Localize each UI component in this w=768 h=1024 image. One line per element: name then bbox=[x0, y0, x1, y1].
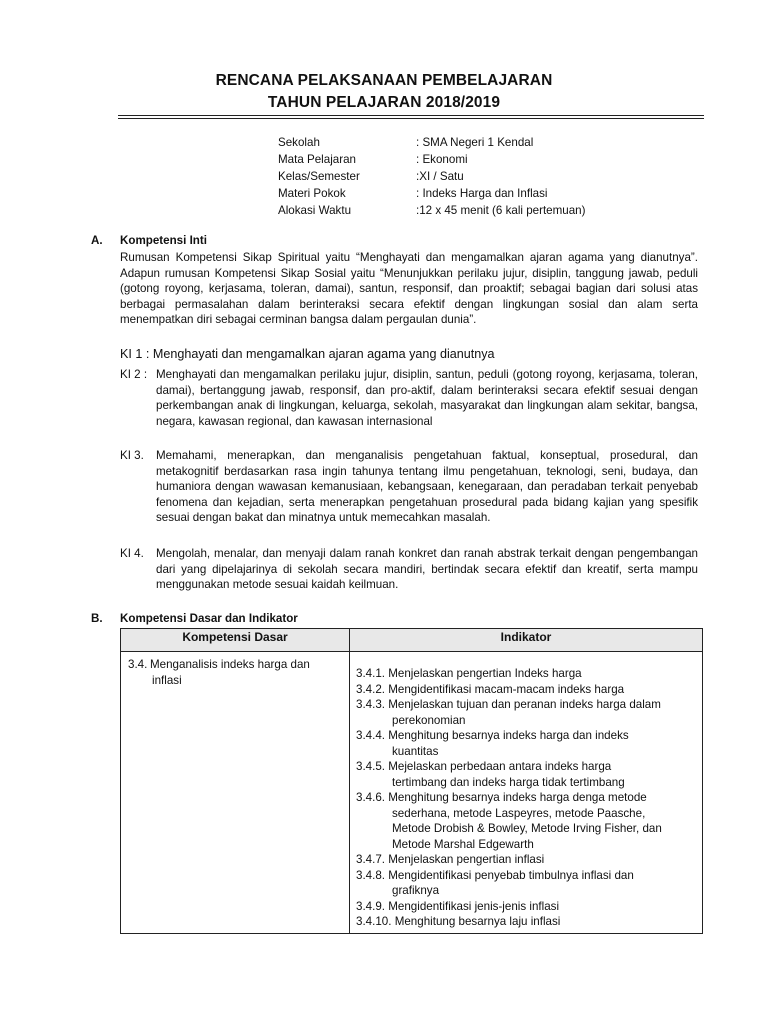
indicator-number: 3.4.9. bbox=[356, 899, 386, 913]
list-item bbox=[356, 914, 699, 930]
ki-4 bbox=[120, 546, 698, 593]
info-value: :XI / Satu bbox=[416, 170, 464, 183]
indicator-number: 3.4.4. bbox=[356, 729, 386, 742]
ki-code: KI 3. bbox=[120, 449, 144, 462]
info-label: Sekolah bbox=[278, 136, 320, 149]
table-row bbox=[121, 652, 703, 934]
indicator-number: 3.4.5. bbox=[356, 760, 386, 773]
indicator-number: 3.4.6. bbox=[356, 791, 386, 804]
indicator-number: 3.4.10. bbox=[356, 915, 392, 928]
info-row bbox=[278, 202, 585, 219]
kd-text: Menganalisis indeks harga dan bbox=[150, 658, 310, 671]
info-row bbox=[278, 185, 585, 202]
indicator-text: Menjelaskan pengertian inflasi bbox=[388, 853, 545, 866]
section-a-title: Kompetensi Inti bbox=[120, 234, 207, 247]
indicator-text-continued: sederhana, metode Laspeyres, metode Paasche, bbox=[392, 806, 646, 820]
ki-3 bbox=[120, 448, 698, 526]
academic-year-title: TAHUN PELAJARAN 2018/2019 bbox=[267, 94, 501, 111]
indicator-list bbox=[351, 653, 701, 932]
info-row bbox=[278, 134, 585, 151]
ki-1: KI 1 : Menghayati dan mengamalkan ajaran agama yang dianutnya bbox=[120, 347, 495, 361]
indicator-number: 3.4.8. bbox=[356, 868, 386, 882]
kd-cell bbox=[121, 652, 350, 934]
list-item bbox=[356, 682, 699, 698]
indicator-number: 3.4.1. bbox=[356, 667, 386, 680]
ki-2 bbox=[120, 367, 698, 429]
info-value: : Ekonomi bbox=[416, 153, 468, 166]
indicator-number: 3.4.2. bbox=[356, 682, 386, 696]
ki-text: Mengolah, menalar, dan menyaji dalam ranah konkret dan ranah abstrak terkait dengan pengembangan dari yang dipelajarinya di sekolah secara mandiri, bertindak secara efektif dan kreatif, serta mampu menggunakan metode sesuai kaidah keilmuan. bbox=[156, 547, 698, 591]
list-item bbox=[356, 666, 699, 682]
ki-text: Memahami, menerapkan, dan menganalisis pengetahuan faktual, konseptual, prosedural, dan metakognitif berdasarkan rasa ingin tahunya tentang ilmu pengetahuan, teknologi, seni, budaya, dan humaniora dengan wawasan kemanusiaan, kebangsaan, kenegaraan, dan peradaban terkait penyebab fenomena dan kejadian, serta menerapkan pengetahuan prosedural pada bidang kajian yang spesifik sesuai dengan bakat dan minatnya untuk memecahkan masalah. bbox=[156, 449, 698, 524]
info-row bbox=[278, 151, 585, 168]
indicator-number: 3.4.7. bbox=[356, 853, 386, 866]
list-item bbox=[356, 759, 699, 790]
indicator-number: 3.4.3. bbox=[356, 698, 386, 711]
list-item bbox=[356, 790, 699, 852]
indicator-text: Mejelaskan perbedaan antara indeks harga bbox=[388, 760, 612, 773]
section-b-letter: B. bbox=[91, 612, 103, 625]
indicator-text: Menghitung besarnya indeks harga denga metode bbox=[388, 791, 647, 804]
section-b-title: Kompetensi Dasar dan Indikator bbox=[120, 612, 298, 625]
info-label: Alokasi Waktu bbox=[278, 204, 352, 217]
info-value: :12 x 45 menit (6 kali pertemuan) bbox=[416, 204, 586, 217]
document-title: RENCANA PELAKSANAAN PEMBELAJARAN bbox=[215, 72, 553, 89]
list-item bbox=[356, 728, 699, 759]
table-header-row bbox=[121, 629, 703, 652]
info-label: Kelas/Semester bbox=[278, 170, 360, 183]
indicator-cell bbox=[350, 652, 703, 934]
indicator-text-continued: Metode Marshal Edgewarth bbox=[392, 837, 534, 851]
kd-number: 3.4. bbox=[128, 658, 148, 671]
indicator-text: Mengidentifikasi penyebab timbulnya inflasi dan bbox=[388, 868, 634, 882]
indicator-text: Menghitung besarnya laju inflasi bbox=[394, 915, 561, 928]
kd-indicator-table bbox=[120, 628, 703, 934]
identity-block bbox=[278, 134, 585, 219]
list-item bbox=[356, 899, 699, 915]
list-item bbox=[356, 697, 699, 728]
info-row bbox=[278, 168, 585, 185]
section-a-letter: A. bbox=[91, 234, 103, 247]
indicator-text-continued: perekonomian bbox=[392, 713, 466, 727]
indicator-text: Menghitung besarnya indeks harga dan indeks bbox=[388, 729, 629, 742]
info-label: Mata Pelajaran bbox=[278, 153, 356, 166]
title-divider-top bbox=[118, 115, 704, 116]
indicator-text-continued: grafiknya bbox=[392, 884, 440, 897]
list-item bbox=[356, 868, 699, 899]
indicator-text-continued: kuantitas bbox=[392, 744, 439, 758]
list-item bbox=[356, 852, 699, 868]
indicator-text: Menjelaskan tujuan dan peranan indeks harga dalam bbox=[388, 698, 661, 711]
ki-code: KI 4. bbox=[120, 547, 144, 560]
indicator-text-continued: tertimbang dan indeks harga tidak tertimbang bbox=[392, 775, 625, 789]
kd-text-continued: inflasi bbox=[152, 673, 182, 687]
info-value: : SMA Negeri 1 Kendal bbox=[416, 136, 534, 149]
indicator-text-continued: Metode Drobish & Bowley, Metode Irving Fisher, dan bbox=[392, 822, 662, 835]
ki-code: KI 2 : bbox=[120, 368, 148, 381]
header-indikator: Indikator bbox=[350, 629, 703, 652]
info-label: Materi Pokok bbox=[278, 187, 346, 200]
indicator-text: Mengidentifikasi macam-macam indeks harga bbox=[388, 682, 625, 696]
info-value: : Indeks Harga dan Inflasi bbox=[416, 187, 548, 200]
indicator-text: Menjelaskan pengertian Indeks harga bbox=[388, 667, 582, 680]
section-a-intro: Rumusan Kompetensi Sikap Spiritual yaitu “Menghayati dan mengamalkan ajaran agama yang dianutnya”. Adapun rumusan Kompetensi Sikap Sosial yaitu “Menunjukkan perilaku jujur, disiplin, tanggung jawab, peduli (gotong royong, kerjasama, toleran, damai), santun, responsif, dan proaktif; sebagai bagian dari solusi atas berbagai permasalahan dalam berinteraksi secara efektif dengan lingkungan sosial dan alam serta menempatkan diri sebagai cerminan bangsa dalam pergaulan dunia”. bbox=[120, 251, 698, 326]
indicator-text: Mengidentifikasi jenis-jenis inflasi bbox=[388, 899, 560, 913]
ki-text: Menghayati dan mengamalkan perilaku jujur, disiplin, santun, peduli (gotong royong, kerjasama, toleran, damai), bertanggung jawab, responsif, dan pro-aktif, dalam berinteraksi secara efektif sesuai dengan perkembangan anak di lingkungan, keluarga, sekolah, masyarakat dan lingkungan alam sekitar, bangsa, negara, kawasan regional, dan kawasan internasional bbox=[156, 368, 698, 428]
title-divider-bottom bbox=[118, 118, 704, 119]
header-kompetensi-dasar: Kompetensi Dasar bbox=[121, 629, 350, 652]
